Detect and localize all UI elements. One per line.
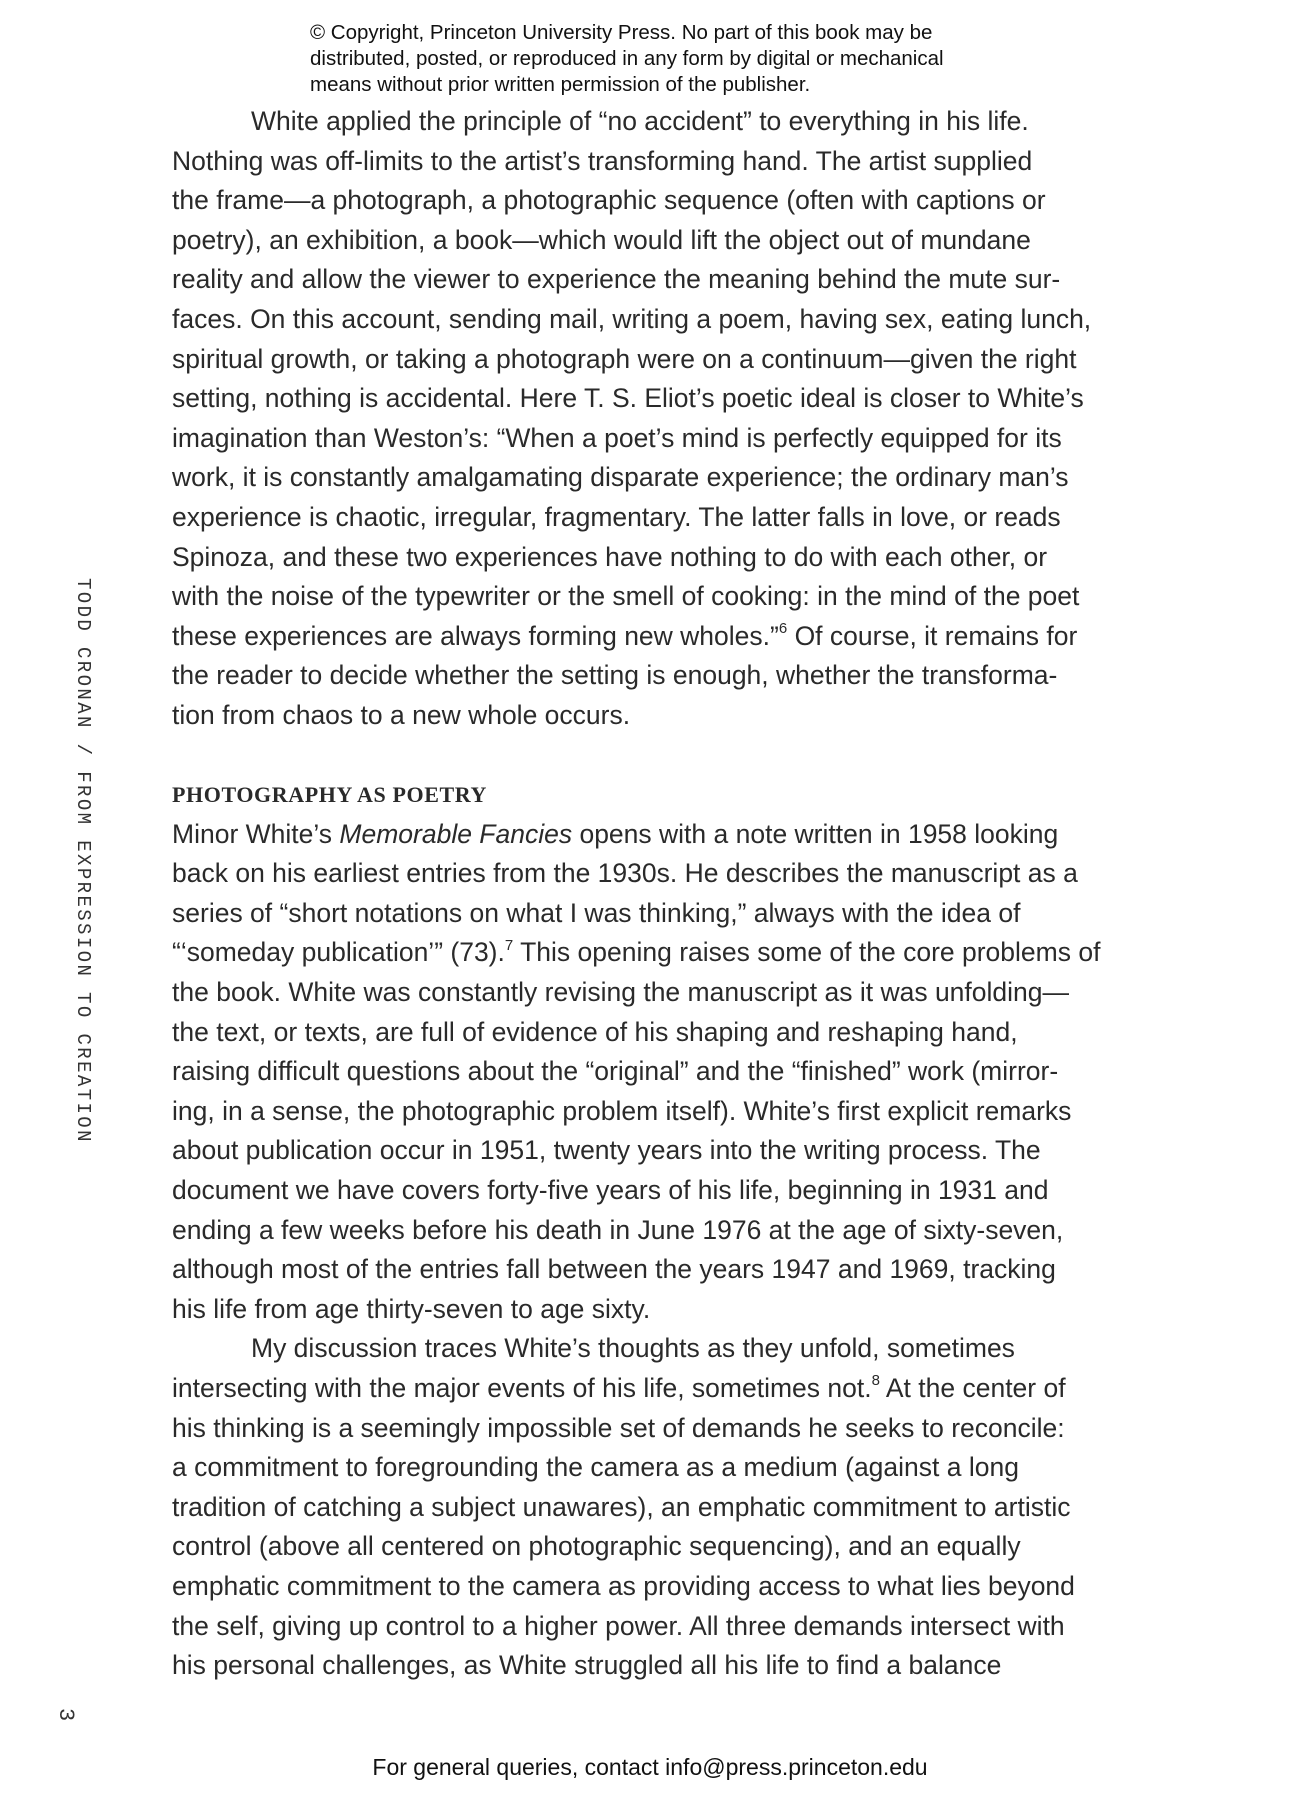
footer-contact: For general queries, contact info@press.princeton.edu [372,1754,928,1780]
copyright-notice [310,20,1050,98]
text-fragment: This opening raises some of the core problems of [513,937,1101,968]
text-line: back on his earliest entries from the 1930s. He describes the manuscript as a [172,858,1078,889]
section-heading: PHOTOGRAPHY AS POETRY [172,782,487,808]
text-line: although most of the entries fall between the years 1947 and 1969, tracking [172,1254,1056,1285]
text-fragment: intersecting with the major events of his life, sometimes not. [172,1373,872,1403]
copyright-line: © Copyright, Princeton University Press. No part of this book may be [310,21,933,44]
text-line: a commitment to foregrounding the camera as a medium (against a long [172,1452,1019,1483]
book-title: Memorable Fancies [339,818,573,849]
copyright-line: means without prior written permission of the publisher. [310,73,811,96]
text-line: with the noise of the typewriter or the smell of cooking: in the mind of the poet [172,581,1080,612]
text-line: about publication occur in 1951, twenty years into the writing process. The [172,1135,1041,1166]
text-line: document we have covers forty-five years of his life, beginning in 1931 and [172,1175,1049,1206]
text-line: faces. On this account, sending mail, writing a poem, having sex, eating lunch, [172,303,1092,334]
text-line [172,617,1132,657]
footnote-marker: 7 [504,936,514,954]
text-line: the text, or texts, are full of evidence of his shaping and reshaping hand, [172,1016,1018,1047]
text-line [172,1369,1132,1409]
text-line: the reader to decide whether the setting is enough, whether the transforma- [172,660,1058,691]
text-line [172,933,1132,973]
page-number: 3 [53,1708,78,1722]
text-line: the book. White was constantly revising the manuscript as it was unfolding— [172,977,1070,1008]
running-head: TODD CRONAN / FROM EXPRESSION TO CREATION [72,578,94,1144]
text-line: his personal challenges, as White struggled all his life to find a balance [172,1650,1002,1681]
text-line [172,815,1132,855]
text-line: emphatic commitment to the camera as providing access to what lies beyond [172,1570,1075,1601]
text-fragment: Of course, it remains for [787,620,1078,651]
text-line: Spinoza, and these two experiences have nothing to do with each other, or [172,541,1048,572]
text-line: raising difficult questions about the “original” and the “finished” work (mirror- [172,1056,1059,1087]
text-line: experience is chaotic, irregular, fragmentary. The latter falls in love, or reads [172,501,1061,532]
text-fragment: opens with a note written in 1958 looking [572,818,1059,849]
text-line: ing, in a sense, the photographic problem itself). White’s first explicit remarks [172,1095,1072,1126]
text-line: My discussion traces White’s thoughts as they unfold, sometimes [251,1333,1015,1364]
text-line: series of “short notations on what I was thinking,” always with the idea of [172,897,1021,928]
text-line: the self, giving up control to a higher power. All three demands intersect with [172,1610,1065,1641]
text-line: his life from age thirty-seven to age sixty. [172,1293,651,1324]
text-fragment: Minor White’s [172,818,340,849]
main-text [172,102,1132,1686]
text-line: spiritual growth, or taking a photograph were on a continuum—given the right [172,343,1077,374]
text-line: reality and allow the viewer to experience the meaning behind the mute sur- [172,264,1061,295]
text-fragment: At the center of [879,1373,1066,1403]
footnote-marker: 8 [871,1372,880,1390]
text-line: the frame—a photograph, a photographic sequence (often with captions or [172,185,1046,216]
text-line: his thinking is a seemingly impossible set of demands he seeks to reconcile: [172,1412,1065,1443]
text-line: Nothing was off-limits to the artist’s transforming hand. The artist supplied [172,145,1033,176]
text-line: tradition of catching a subject unawares), an emphatic commitment to artistic [172,1491,1071,1522]
text-line: ending a few weeks before his death in June 1976 at the age of sixty-seven, [172,1214,1064,1245]
text-line: control (above all centered on photographic sequencing), and an equally [172,1531,1021,1562]
copyright-line: distributed, posted, or reproduced in any form by digital or mechanical [310,47,944,70]
text-fragment: “‘someday publication’” (73). [172,937,505,968]
text-line: work, it is constantly amalgamating disparate experience; the ordinary man’s [172,462,1069,493]
text-line: setting, nothing is accidental. Here T. S. Eliot’s poetic ideal is closer to White’s [172,383,1084,414]
footnote-marker: 6 [778,619,788,637]
text-fragment: these experiences are always forming new wholes.” [172,620,779,651]
text-line: White applied the principle of “no accident” to everything in his life. [251,106,1029,136]
text-line: poetry), an exhibition, a book—which would lift the object out of mundane [172,224,1031,255]
text-line: tion from chaos to a new whole occurs. [172,699,631,730]
text-line: imagination than Weston’s: “When a poet’s mind is perfectly equipped for its [172,422,1062,453]
